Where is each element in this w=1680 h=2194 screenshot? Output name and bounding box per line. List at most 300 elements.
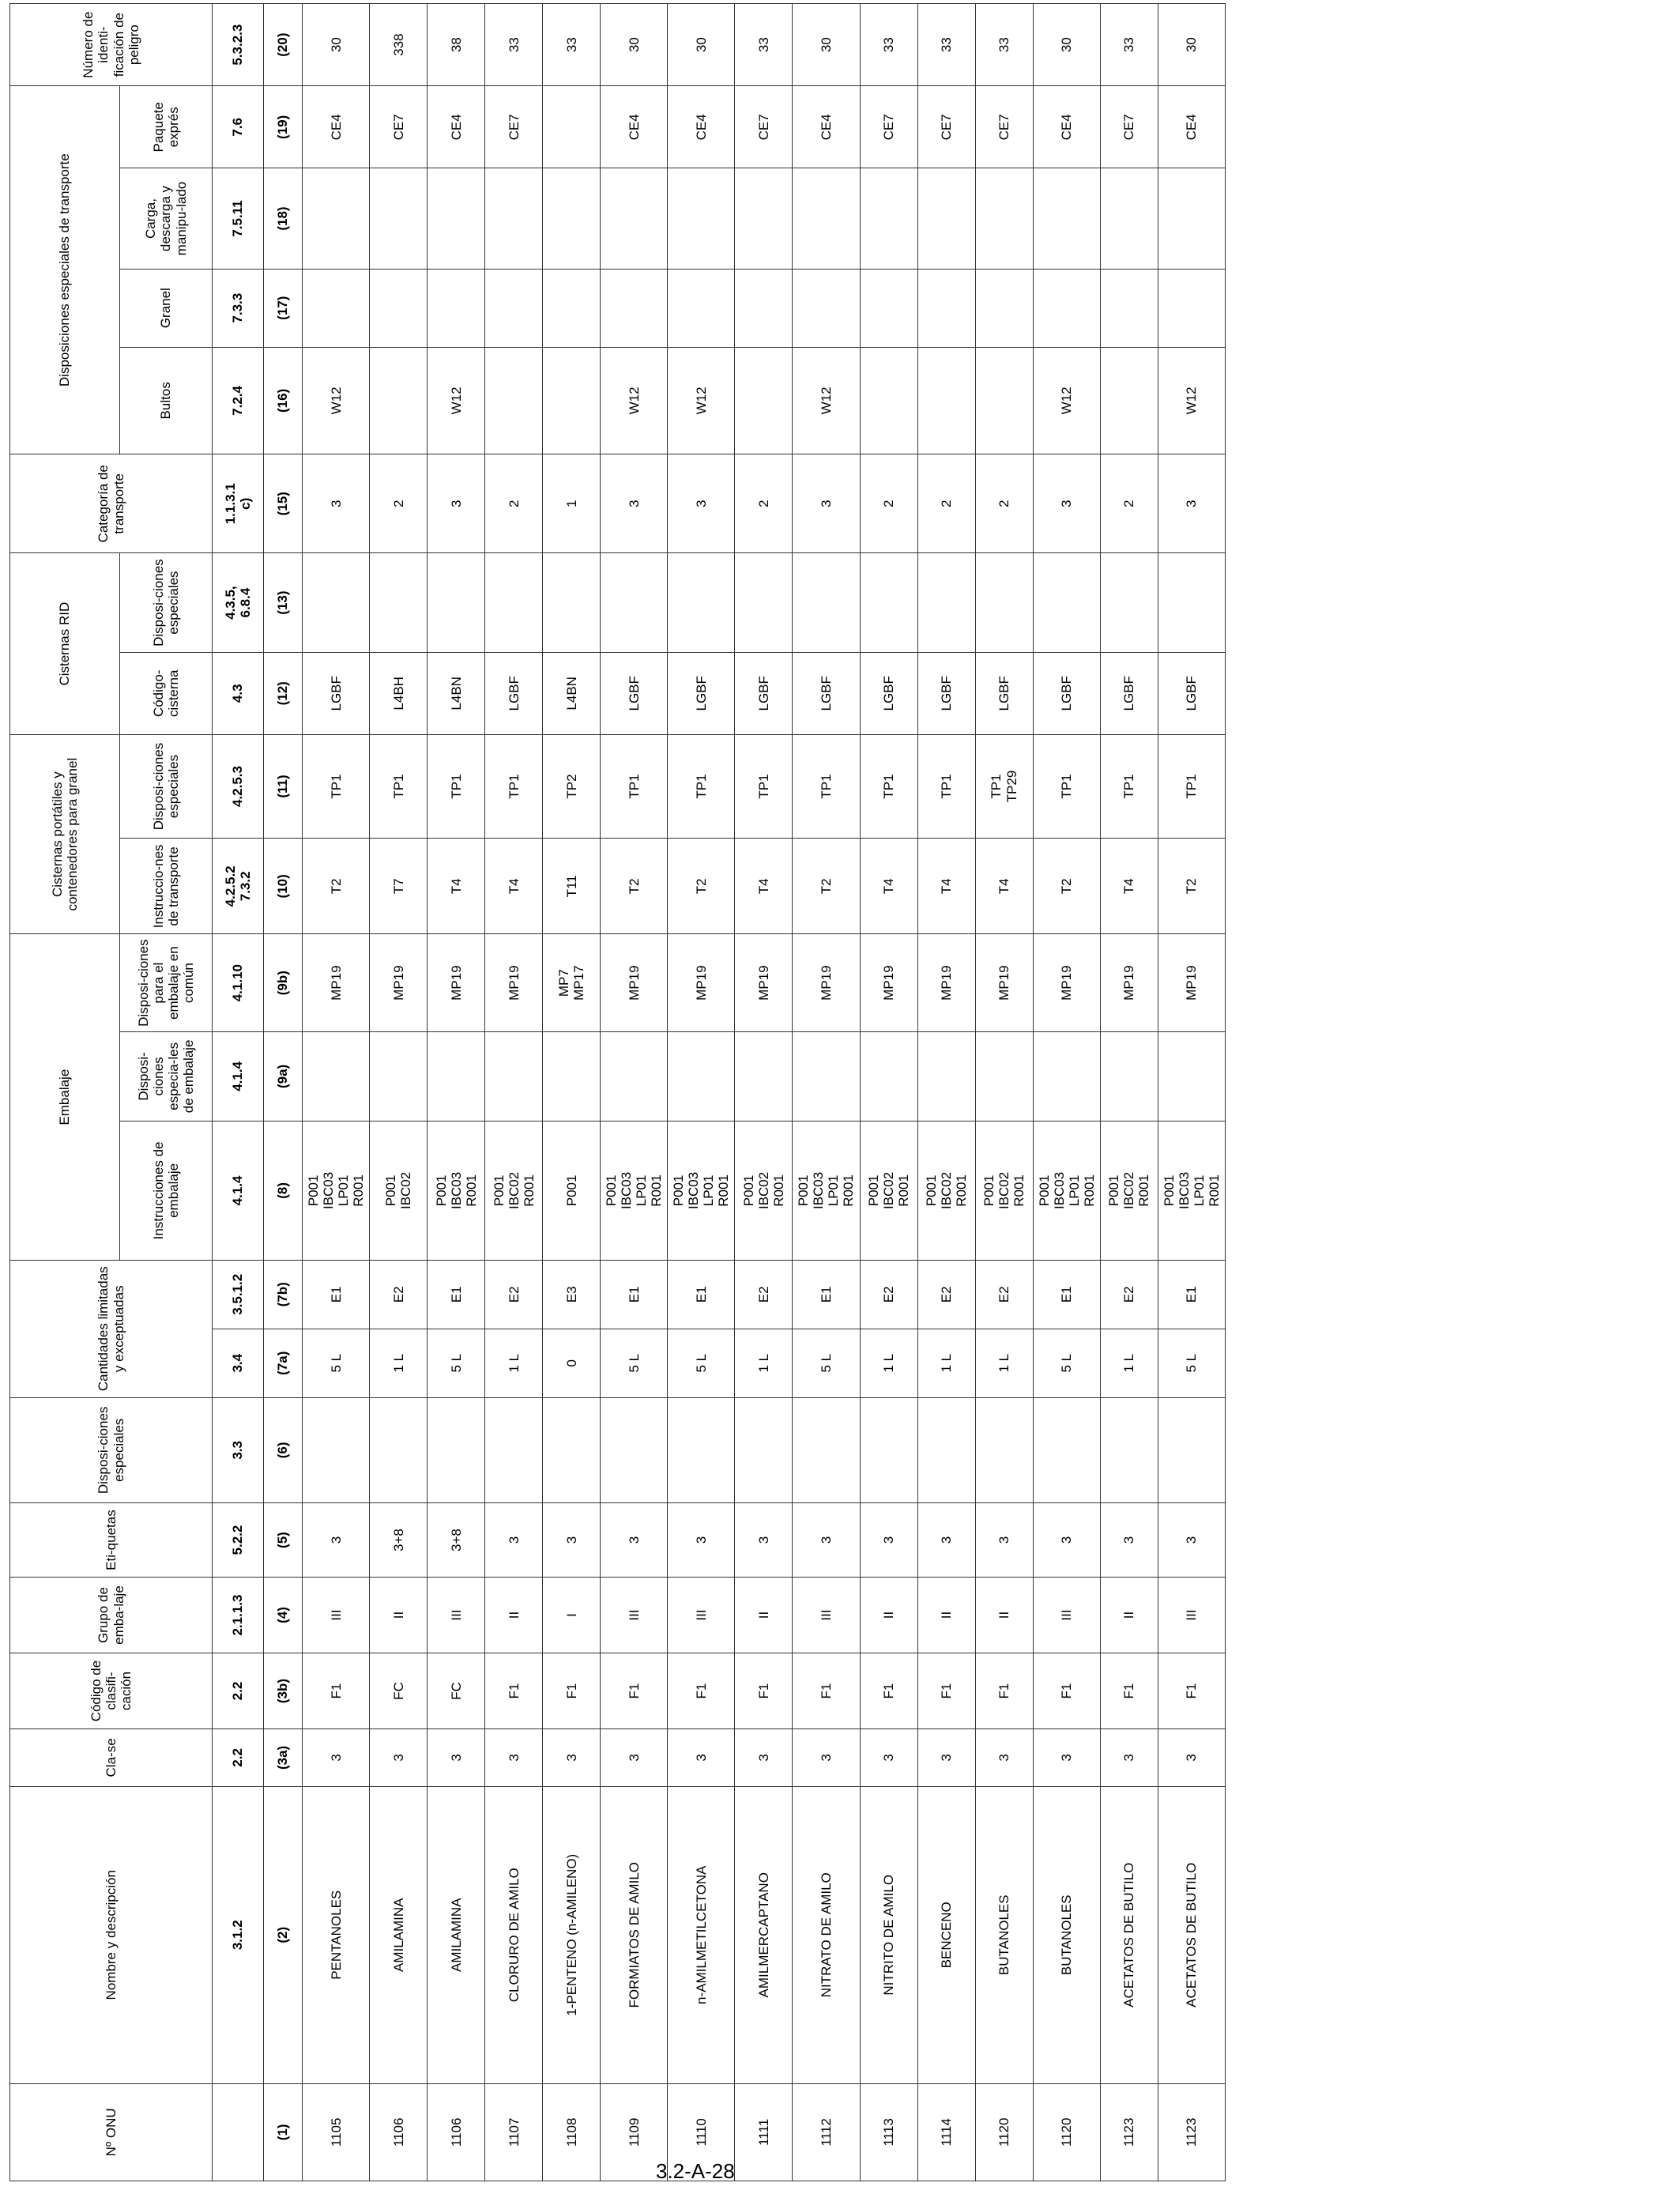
table-row <box>917 4 975 2181</box>
packing-instruction: P001 IBC02 R001 <box>485 1121 543 1260</box>
granel-provision <box>793 269 860 347</box>
packing-special-provision <box>543 1031 601 1121</box>
special-provisions <box>1158 1397 1225 1502</box>
tank-code: LGBF <box>601 652 668 734</box>
column-number: (19) <box>264 86 303 168</box>
mixed-packing-provision: MP19 <box>1033 934 1100 1031</box>
hazard-number: 33 <box>735 4 793 86</box>
substance-name: BUTANOLES <box>1033 1786 1100 2083</box>
packing-special-provision <box>485 1031 543 1121</box>
bultos-provision <box>485 347 543 454</box>
packing-special-provision <box>1033 1031 1100 1121</box>
header-class: Cla-se <box>10 1729 213 1787</box>
tank-code: L4BH <box>370 652 428 734</box>
tank-code: LGBF <box>1100 652 1158 734</box>
mixed-packing-provision: MP19 <box>370 934 428 1031</box>
packing-special-provision <box>668 1031 735 1121</box>
hazard-number: 33 <box>975 4 1033 86</box>
table-row <box>1158 4 1225 2181</box>
substance-name: n-AMILMETILCETONA <box>668 1786 735 2083</box>
classification-code: F1 <box>793 1653 860 1729</box>
express-provision: CE7 <box>860 86 917 168</box>
packing-special-provision <box>1100 1031 1158 1121</box>
labels: 3 <box>793 1503 860 1578</box>
packing-special-provision <box>1158 1031 1225 1121</box>
class: 3 <box>303 1729 370 1787</box>
packing-instruction: P001 IBC02 R001 <box>735 1121 793 1260</box>
tank-special-provision: TP2 <box>543 734 601 838</box>
group-packaging: Embalaje <box>10 934 120 1260</box>
special-provisions <box>601 1397 668 1502</box>
excepted-quantity: E1 <box>668 1260 735 1329</box>
packing-instruction: P001 IBC02 R001 <box>917 1121 975 1260</box>
un-number: 1120 <box>975 2083 1033 2181</box>
packing-instruction: P001 IBC03 LP01 R001 <box>793 1121 860 1260</box>
tank-code: LGBF <box>975 652 1033 734</box>
tank-instruction: T2 <box>668 839 735 934</box>
packing-instruction: P001 IBC02 R001 <box>975 1121 1033 1260</box>
hazard-number: 30 <box>668 4 735 86</box>
tank-code: L4BN <box>428 652 485 734</box>
tank-code: LGBF <box>917 652 975 734</box>
transport-category: 3 <box>793 454 860 553</box>
table-row <box>668 4 735 2181</box>
carga-provision <box>668 168 735 269</box>
group-quantities: Cantidades limitadas y exceptuadas <box>10 1260 213 1397</box>
labels: 3 <box>485 1503 543 1578</box>
carga-provision <box>1100 168 1158 269</box>
limited-quantity: 5 L <box>793 1329 860 1397</box>
transport-category: 2 <box>485 454 543 553</box>
granel-provision <box>1158 269 1225 347</box>
column-number: (5) <box>264 1503 303 1578</box>
class: 3 <box>735 1729 793 1787</box>
limited-quantity: 1 L <box>735 1329 793 1397</box>
carga-provision <box>917 168 975 269</box>
column-number: (1) <box>264 2083 303 2181</box>
limited-quantity: 5 L <box>601 1329 668 1397</box>
rid-tank-special-provision <box>860 553 917 652</box>
packing-group: III <box>601 1578 668 1653</box>
un-number: 1120 <box>1033 2083 1100 2181</box>
bultos-provision <box>975 347 1033 454</box>
express-provision: CE7 <box>370 86 428 168</box>
class: 3 <box>601 1729 668 1787</box>
header-mixed-packing: Disposi-ciones para el embalaje en común <box>120 934 213 1031</box>
excepted-quantity: E1 <box>601 1260 668 1329</box>
packing-group: III <box>428 1578 485 1653</box>
ref-cell: 7.2.4 <box>213 347 264 454</box>
granel-provision <box>485 269 543 347</box>
rid-tank-special-provision <box>668 553 735 652</box>
column-number: (13) <box>264 553 303 652</box>
granel-provision <box>303 269 370 347</box>
hazard-number: 33 <box>860 4 917 86</box>
bultos-provision: W12 <box>793 347 860 454</box>
tank-instruction: T4 <box>917 839 975 934</box>
bultos-provision: W12 <box>668 347 735 454</box>
mixed-packing-provision: MP19 <box>975 934 1033 1031</box>
hazard-number: 38 <box>428 4 485 86</box>
transport-category: 2 <box>370 454 428 553</box>
special-provisions <box>370 1397 428 1502</box>
rid-tank-special-provision <box>1100 553 1158 652</box>
special-provisions <box>428 1397 485 1502</box>
mixed-packing-provision: MP19 <box>485 934 543 1031</box>
column-number: (8) <box>264 1121 303 1260</box>
carga-provision <box>793 168 860 269</box>
rid-tank-special-provision <box>428 553 485 652</box>
limited-quantity: 5 L <box>1033 1329 1100 1397</box>
packing-instruction: P001 IBC03 LP01 R001 <box>303 1121 370 1260</box>
packing-group: II <box>1100 1578 1158 1653</box>
substance-name: AMILAMINA <box>428 1786 485 2083</box>
carga-provision <box>303 168 370 269</box>
excepted-quantity: E2 <box>485 1260 543 1329</box>
tank-special-provision: TP1 <box>370 734 428 838</box>
bultos-provision: W12 <box>1033 347 1100 454</box>
bultos-provision <box>860 347 917 454</box>
express-provision: CE4 <box>793 86 860 168</box>
mixed-packing-provision: MP19 <box>917 934 975 1031</box>
un-number: 1114 <box>917 2083 975 2181</box>
labels: 3 <box>1033 1503 1100 1578</box>
ref-cell: 4.2.5.2 7.3.2 <box>213 839 264 934</box>
header-un: Nº ONU <box>10 2083 213 2181</box>
hazard-number: 30 <box>601 4 668 86</box>
carga-provision <box>1158 168 1225 269</box>
labels: 3 <box>303 1503 370 1578</box>
transport-category: 1 <box>543 454 601 553</box>
tank-special-provision: TP1 <box>917 734 975 838</box>
classification-code: F1 <box>1100 1653 1158 1729</box>
packing-special-provision <box>917 1031 975 1121</box>
limited-quantity: 5 L <box>303 1329 370 1397</box>
column-number-row <box>264 4 303 2181</box>
header-rid-special: Disposi-ciones especiales <box>120 553 213 652</box>
hazard-number: 33 <box>917 4 975 86</box>
transport-category: 2 <box>860 454 917 553</box>
class: 3 <box>485 1729 543 1787</box>
ref-cell: 4.1.4 <box>213 1121 264 1260</box>
excepted-quantity: E1 <box>793 1260 860 1329</box>
hazard-number: 30 <box>1033 4 1100 86</box>
ref-cell <box>213 2083 264 2181</box>
un-number: 1123 <box>1158 2083 1225 2181</box>
labels: 3 <box>668 1503 735 1578</box>
tank-special-provision: TP1 <box>860 734 917 838</box>
express-provision <box>543 86 601 168</box>
carga-provision <box>975 168 1033 269</box>
un-number: 1112 <box>793 2083 860 2181</box>
carga-provision <box>543 168 601 269</box>
mixed-packing-provision: MP19 <box>793 934 860 1031</box>
packing-group: II <box>370 1578 428 1653</box>
column-number: (18) <box>264 168 303 269</box>
bultos-provision: W12 <box>1158 347 1225 454</box>
un-number: 1111 <box>735 2083 793 2181</box>
bultos-provision: W12 <box>303 347 370 454</box>
column-number: (15) <box>264 454 303 553</box>
un-number: 1106 <box>428 2083 485 2181</box>
packing-special-provision <box>428 1031 485 1121</box>
table-row <box>860 4 917 2181</box>
column-number: (9b) <box>264 934 303 1031</box>
ref-cell: 7.6 <box>213 86 264 168</box>
classification-code: F1 <box>601 1653 668 1729</box>
ref-cell: 7.3.3 <box>213 269 264 347</box>
table-row <box>485 4 543 2181</box>
carga-provision <box>485 168 543 269</box>
tank-instruction: T4 <box>1100 839 1158 934</box>
dangerous-goods-table <box>9 3 1226 2181</box>
tank-special-provision: TP1 <box>1158 734 1225 838</box>
packing-group: II <box>917 1578 975 1653</box>
page-number: 3.2-A-28 <box>656 2159 735 2183</box>
hazard-number: 33 <box>543 4 601 86</box>
ref-cell: 2.2 <box>213 1729 264 1787</box>
header-carga: Carga, descarga y manipu-lado <box>120 168 213 269</box>
classification-code: F1 <box>917 1653 975 1729</box>
class: 3 <box>975 1729 1033 1787</box>
column-number: (9a) <box>264 1031 303 1121</box>
header-tank-special: Disposi-ciones especiales <box>120 734 213 838</box>
header-tank-code: Código-cisterna <box>120 652 213 734</box>
packing-instruction: P001 IBC03 R001 <box>428 1121 485 1260</box>
bultos-provision: W12 <box>601 347 668 454</box>
tank-special-provision: TP1 <box>485 734 543 838</box>
limited-quantity: 1 L <box>917 1329 975 1397</box>
header-name: Nombre y descripción <box>10 1786 213 2083</box>
limited-quantity: 1 L <box>370 1329 428 1397</box>
transport-category: 3 <box>428 454 485 553</box>
hazard-number: 33 <box>1100 4 1158 86</box>
packing-group: III <box>793 1578 860 1653</box>
table-row <box>735 4 793 2181</box>
un-number: 1110 <box>668 2083 735 2181</box>
classification-code: F1 <box>303 1653 370 1729</box>
packing-group: II <box>975 1578 1033 1653</box>
mixed-packing-provision: MP19 <box>668 934 735 1031</box>
special-provisions <box>793 1397 860 1502</box>
labels: 3 <box>917 1503 975 1578</box>
carga-provision <box>428 168 485 269</box>
group-rid-tanks: Cisternas RID <box>10 553 120 734</box>
rid-tank-special-provision <box>485 553 543 652</box>
excepted-quantity: E2 <box>917 1260 975 1329</box>
excepted-quantity: E1 <box>1033 1260 1100 1329</box>
classification-code: F1 <box>735 1653 793 1729</box>
bultos-provision <box>370 347 428 454</box>
tank-special-provision: TP1 <box>1100 734 1158 838</box>
packing-instruction: P001 IBC03 LP01 R001 <box>601 1121 668 1260</box>
substance-name: BUTANOLES <box>975 1786 1033 2083</box>
excepted-quantity: E1 <box>428 1260 485 1329</box>
transport-category: 2 <box>917 454 975 553</box>
packing-instruction: P001 IBC02 R001 <box>1100 1121 1158 1260</box>
transport-category: 3 <box>1158 454 1225 553</box>
granel-provision <box>428 269 485 347</box>
limited-quantity: 1 L <box>975 1329 1033 1397</box>
classification-code: F1 <box>975 1653 1033 1729</box>
class: 3 <box>370 1729 428 1787</box>
transport-category: 3 <box>1033 454 1100 553</box>
classification-code: F1 <box>1158 1653 1225 1729</box>
tank-instruction: T2 <box>1158 839 1225 934</box>
transport-category: 3 <box>303 454 370 553</box>
express-provision: CE7 <box>975 86 1033 168</box>
header-labels: Eti-quetas <box>10 1503 213 1578</box>
labels: 3 <box>1158 1503 1225 1578</box>
special-provisions <box>917 1397 975 1502</box>
ref-cell: 3.3 <box>213 1397 264 1502</box>
classification-code: F1 <box>668 1653 735 1729</box>
mixed-packing-provision: MP7 MP17 <box>543 934 601 1031</box>
substance-name: AMILMERCAPTANO <box>735 1786 793 2083</box>
tank-instruction: T4 <box>860 839 917 934</box>
tank-code: LGBF <box>1033 652 1100 734</box>
header-bultos: Bultos <box>120 347 213 454</box>
header-packing-instructions: Instrucciones de embalaje <box>120 1121 213 1260</box>
ref-cell: 3.5.1.2 <box>213 1260 264 1329</box>
rid-tank-special-provision <box>1033 553 1100 652</box>
class: 3 <box>1158 1729 1225 1787</box>
table-row <box>975 4 1033 2181</box>
express-provision: CE4 <box>428 86 485 168</box>
special-provisions <box>1100 1397 1158 1502</box>
granel-provision <box>1033 269 1100 347</box>
substance-name: NITRATO DE AMILO <box>793 1786 860 2083</box>
tank-code: LGBF <box>735 652 793 734</box>
header-class-code: Código de clasifi-cación <box>10 1653 213 1729</box>
group-portable-tanks: Cisternas portátiles y contenedores para granel <box>10 734 120 934</box>
tank-code: LGBF <box>860 652 917 734</box>
ref-cell: 4.3.5, 6.8.4 <box>213 553 264 652</box>
ref-cell: 3.4 <box>213 1329 264 1397</box>
column-number: (11) <box>264 734 303 838</box>
column-number: (2) <box>264 1786 303 2083</box>
special-provisions <box>485 1397 543 1502</box>
ref-cell: 3.1.2 <box>213 1786 264 2083</box>
rid-tank-special-provision <box>303 553 370 652</box>
table-row <box>428 4 485 2181</box>
classification-code: FC <box>428 1653 485 1729</box>
carga-provision <box>370 168 428 269</box>
express-provision: CE4 <box>303 86 370 168</box>
hazard-number: 30 <box>793 4 860 86</box>
un-number: 1106 <box>370 2083 428 2181</box>
hazard-number: 30 <box>1158 4 1225 86</box>
substance-name: AMILAMINA <box>370 1786 428 2083</box>
granel-provision <box>860 269 917 347</box>
limited-quantity: 1 L <box>485 1329 543 1397</box>
labels: 3+8 <box>370 1503 428 1578</box>
header-tank-instructions: Instruccio-nes de transporte <box>120 839 213 934</box>
hazard-number: 33 <box>485 4 543 86</box>
hazard-number: 30 <box>303 4 370 86</box>
classification-code: F1 <box>860 1653 917 1729</box>
packing-instruction: P001 IBC03 LP01 R001 <box>668 1121 735 1260</box>
class: 3 <box>793 1729 860 1787</box>
tank-code: LGBF <box>485 652 543 734</box>
packing-group: I <box>543 1578 601 1653</box>
carga-provision <box>601 168 668 269</box>
un-number: 1107 <box>485 2083 543 2181</box>
packing-special-provision <box>860 1031 917 1121</box>
class: 3 <box>917 1729 975 1787</box>
group-transport-category: Categoría de transporte <box>10 454 213 553</box>
labels: 3 <box>975 1503 1033 1578</box>
granel-provision <box>975 269 1033 347</box>
limited-quantity: 5 L <box>1158 1329 1225 1397</box>
substance-name: FORMIATOS DE AMILO <box>601 1786 668 2083</box>
carga-provision <box>735 168 793 269</box>
column-number: (10) <box>264 839 303 934</box>
special-provisions <box>303 1397 370 1502</box>
granel-provision <box>543 269 601 347</box>
tank-code: LGBF <box>668 652 735 734</box>
granel-provision <box>370 269 428 347</box>
un-number: 1123 <box>1100 2083 1158 2181</box>
labels: 3 <box>543 1503 601 1578</box>
labels: 3 <box>601 1503 668 1578</box>
table-row <box>543 4 601 2181</box>
column-number: (6) <box>264 1397 303 1502</box>
bultos-provision <box>543 347 601 454</box>
classification-code: F1 <box>485 1653 543 1729</box>
excepted-quantity: E1 <box>303 1260 370 1329</box>
bultos-provision <box>1100 347 1158 454</box>
column-number: (20) <box>264 4 303 86</box>
mixed-packing-provision: MP19 <box>303 934 370 1031</box>
tank-special-provision: TP1 TP29 <box>975 734 1033 838</box>
header-express: Paquete exprés <box>120 86 213 168</box>
substance-name: ACETATOS DE BUTILO <box>1100 1786 1158 2083</box>
transport-category: 3 <box>601 454 668 553</box>
tank-code: LGBF <box>303 652 370 734</box>
express-provision: CE4 <box>601 86 668 168</box>
granel-provision <box>917 269 975 347</box>
granel-provision <box>1100 269 1158 347</box>
column-number: (7a) <box>264 1329 303 1397</box>
mixed-packing-provision: MP19 <box>1100 934 1158 1031</box>
substance-name: ACETATOS DE BUTILO <box>1158 1786 1225 2083</box>
packing-group: II <box>735 1578 793 1653</box>
packing-special-provision <box>303 1031 370 1121</box>
ref-cell: 4.1.4 <box>213 1031 264 1121</box>
ref-cell: 2.2 <box>213 1653 264 1729</box>
granel-provision <box>668 269 735 347</box>
header-granel: Granel <box>120 269 213 347</box>
class: 3 <box>428 1729 485 1787</box>
packing-instruction: P001 IBC02 R001 <box>860 1121 917 1260</box>
bultos-provision <box>735 347 793 454</box>
substance-name: BENCENO <box>917 1786 975 2083</box>
class: 3 <box>668 1729 735 1787</box>
carga-provision <box>1033 168 1100 269</box>
substance-name: 1-PENTENO (n-AMILENO) <box>543 1786 601 2083</box>
group-special-transport: Disposiciones especiales de transporte <box>10 86 120 454</box>
tank-special-provision: TP1 <box>303 734 370 838</box>
rid-tank-special-provision <box>1158 553 1225 652</box>
column-number: (17) <box>264 269 303 347</box>
tank-code: LGBF <box>1158 652 1225 734</box>
express-provision: CE4 <box>668 86 735 168</box>
packing-special-provision <box>601 1031 668 1121</box>
limited-quantity: 0 <box>543 1329 601 1397</box>
tank-special-provision: TP1 <box>428 734 485 838</box>
tank-instruction: T2 <box>601 839 668 934</box>
